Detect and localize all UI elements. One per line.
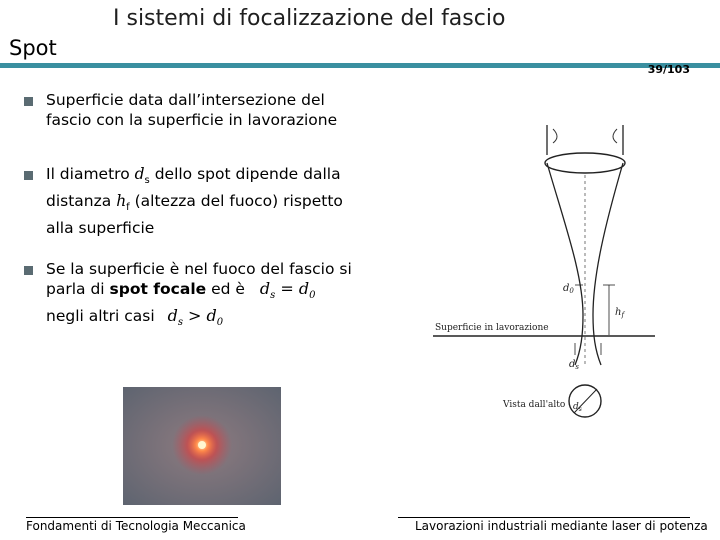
bullet-square-icon <box>24 171 33 180</box>
header-rule <box>0 63 720 68</box>
bullet-square-icon <box>24 266 33 275</box>
slide-title: I sistemi di focalizzazione del fascio <box>113 6 506 31</box>
footer-rule-left <box>26 517 238 518</box>
label-surface: Superficie in lavorazione <box>435 323 549 333</box>
lens-shape <box>545 153 625 173</box>
beam-focus-diagram <box>425 115 665 425</box>
bullet-text-3: Se la superficie è nel fuoco del fascio si parla di spot focale ed è $d_s = d_0$ negli altri casi $d_s > d_0$ <box>46 260 352 329</box>
label-top-view: Vista dall'alto <box>503 400 566 410</box>
formula-equal: $d_s = d_0$ <box>259 279 316 302</box>
section-label: Spot <box>9 36 57 60</box>
bullet-text-1: Superficie data dall’intersezione del fascio con la superficie in lavorazione <box>46 91 338 129</box>
label-d0: $d_0$ <box>563 283 574 295</box>
label-hf: $h_f$ <box>615 307 625 319</box>
footer-left: Fondamenti di Tecnologia Meccanica <box>26 519 246 533</box>
laser-spot-photo <box>123 387 281 505</box>
page-number: 39/103 <box>647 63 690 76</box>
bullet-text-2: Il diametro $d_s$ dello spot dipende dalla distanza $h_f$ (altezza del fuoco) rispetto alla superficie <box>46 165 343 238</box>
label-ds: $d_s$ <box>569 359 579 371</box>
label-ds-circle: $d_s$ <box>573 402 582 413</box>
footer-rule-right <box>398 517 690 518</box>
formula-greater: $d_s > d_0$ <box>167 306 224 329</box>
bullet-square-icon <box>24 97 33 106</box>
footer-right: Lavorazioni industriali mediante laser di potenza <box>415 519 708 533</box>
